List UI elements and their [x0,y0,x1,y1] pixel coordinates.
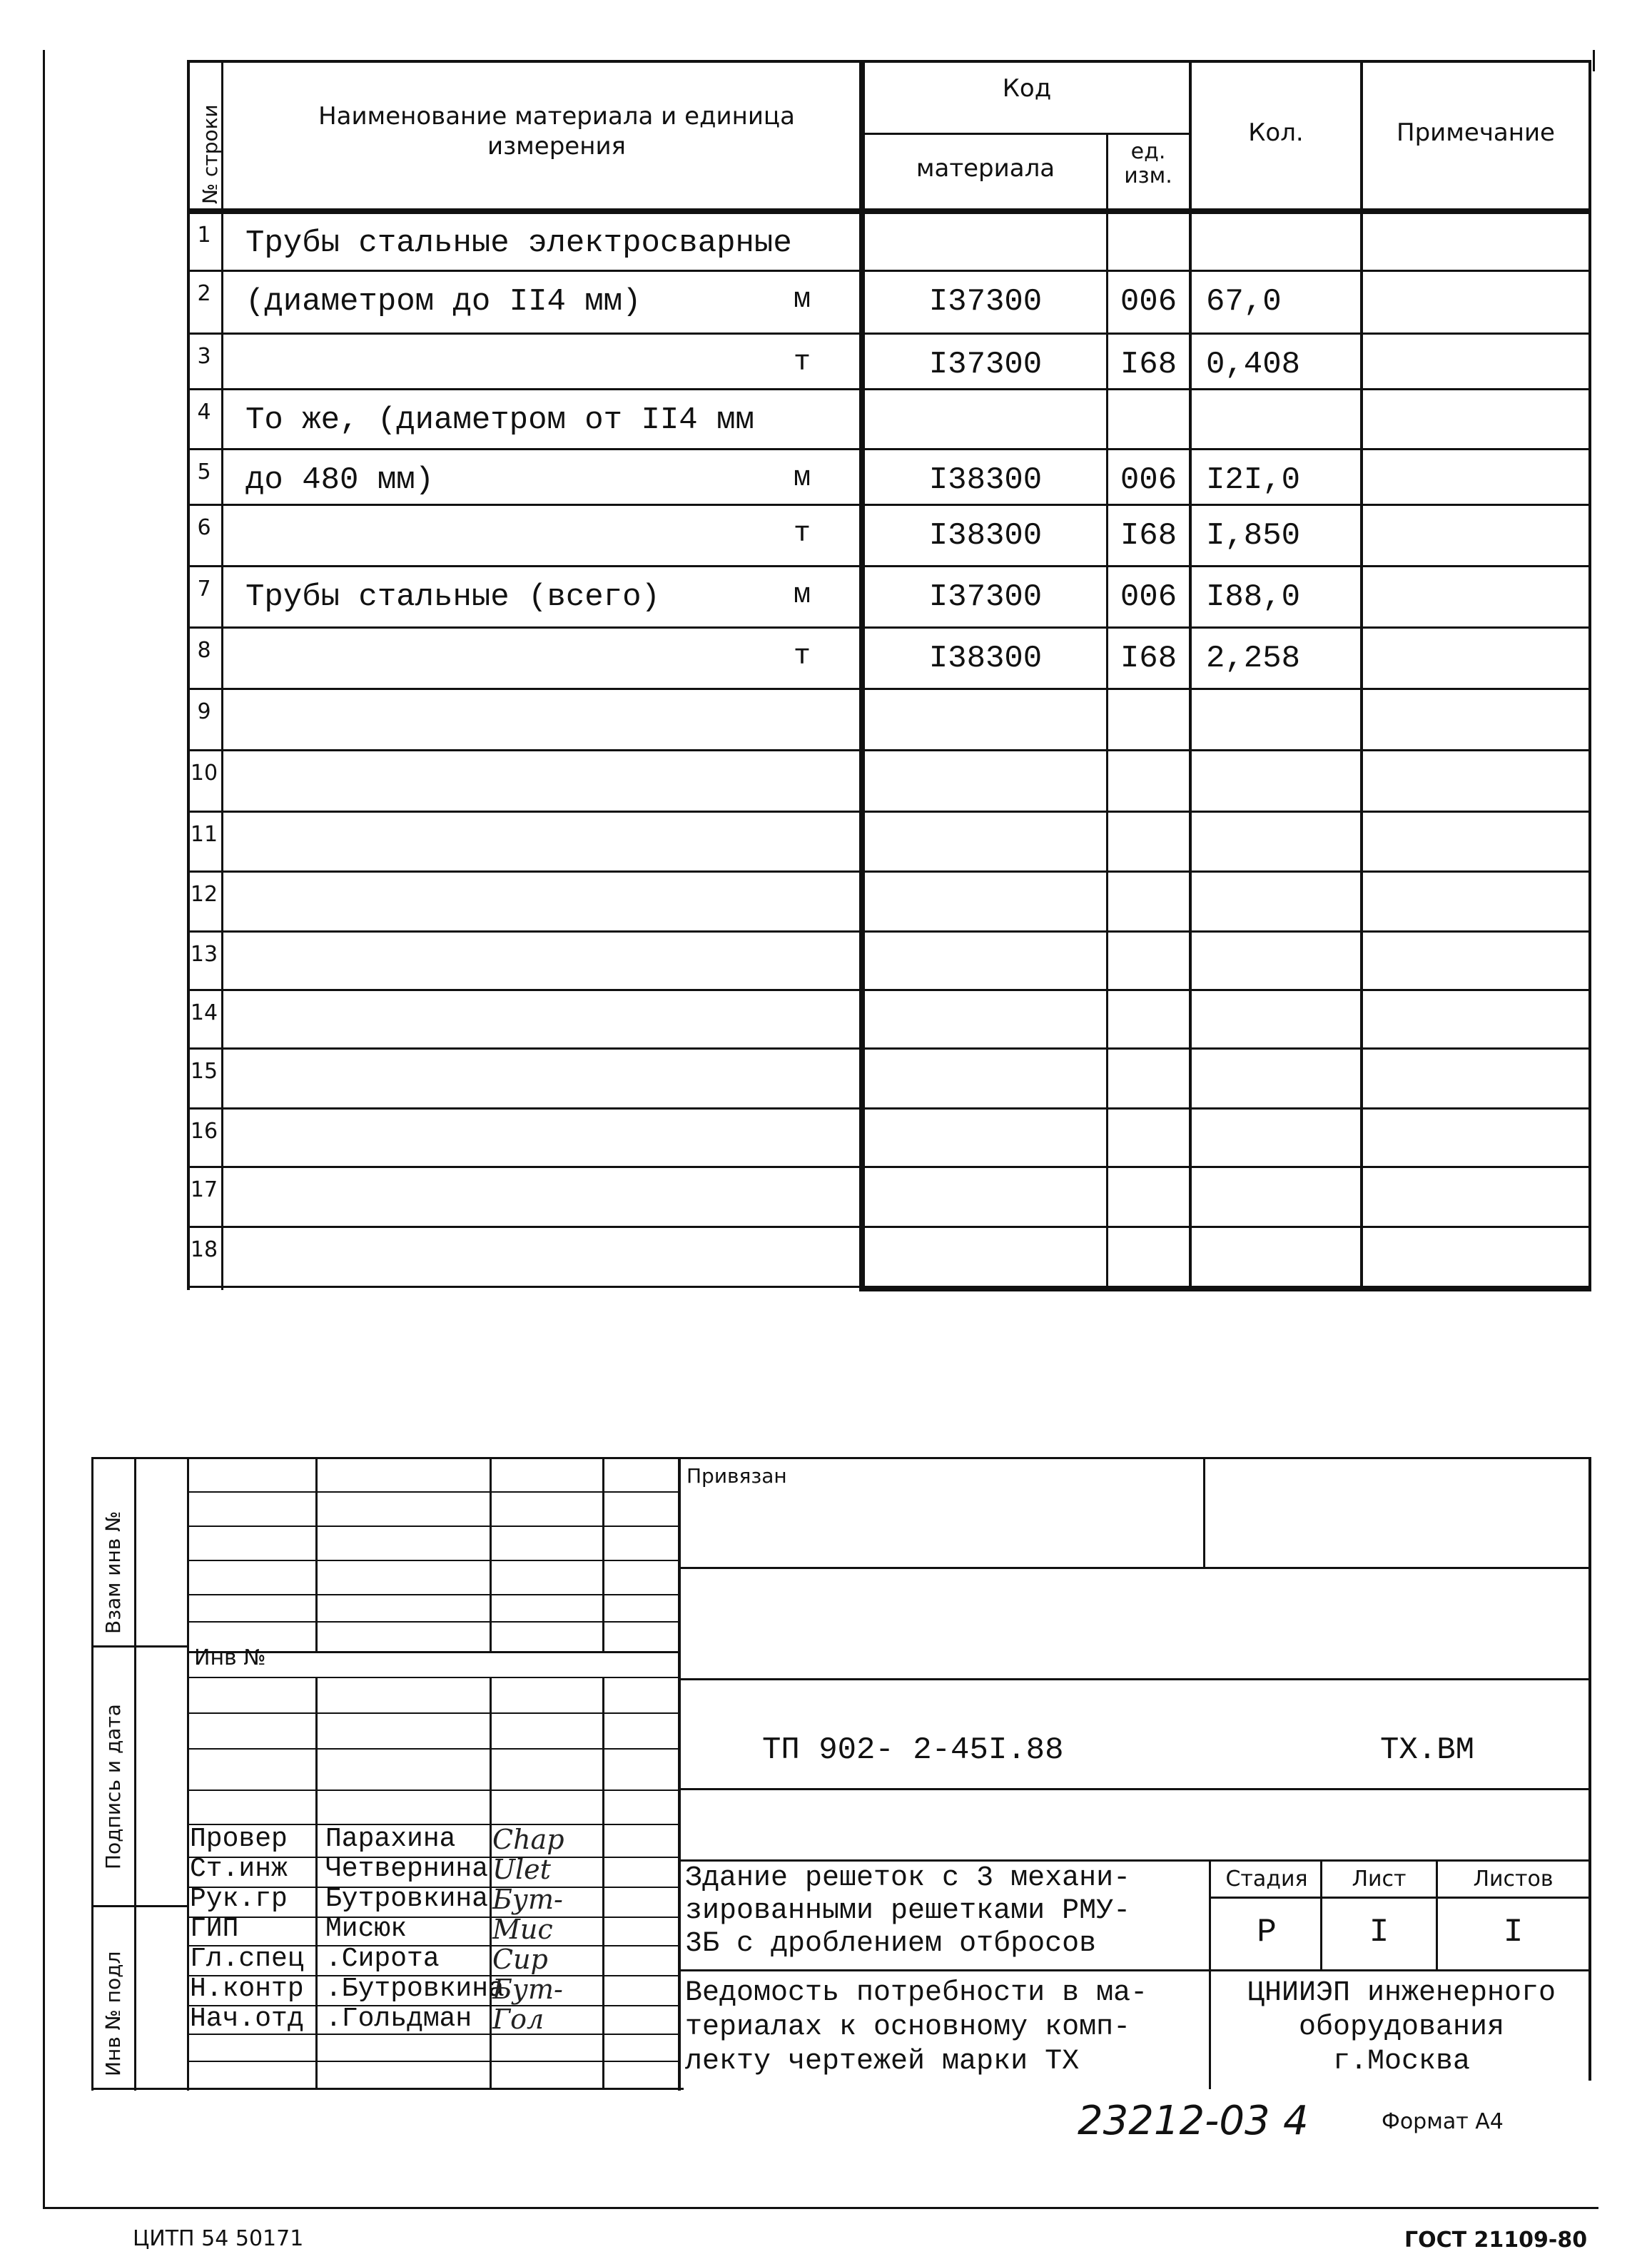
row-number: 16 [190,1119,218,1144]
stamp-grid-line [187,1621,679,1623]
sheets-value: I [1503,1914,1524,1951]
row-divider [187,1226,1591,1228]
sheet-value: I [1369,1914,1389,1951]
staff-role: Гл.спец [190,1944,304,1974]
row-divider [187,930,1591,933]
page-number: 4 [1283,2098,1309,2144]
grid-col-1b [315,1677,318,2089]
title-line-2: териалах к основному комп- [685,2011,1131,2044]
row-number: 2 [197,281,211,306]
unit-symbol: м [794,284,811,316]
building-line-1: Здание решеток с 3 механи- [685,1862,1131,1894]
row-divider [187,688,1591,690]
qty-column-divider [1189,60,1192,1290]
table-top-border [187,60,1591,63]
stage-value: Р [1257,1914,1277,1951]
side-div-2 [91,1905,188,1907]
unit-code: I68 [1120,347,1177,382]
side-vzam-label: Взам инв № [101,1511,125,1634]
quantity: I,850 [1206,518,1301,554]
staff-name: Четвернина [325,1854,489,1884]
side-inv-label: Инв № подл [101,1951,125,2076]
inv-no-label: Инв № [194,1645,266,1670]
material-code: I37300 [928,347,1043,382]
side-div-1 [91,1645,188,1648]
grid-col-1a [315,1457,318,1653]
staff-role: Рук.гр [190,1884,288,1914]
row-divider [187,332,1591,335]
row-number: 18 [190,1237,218,1262]
row-number: 1 [197,223,211,248]
stamp-grid-line [187,1917,679,1918]
stamp-side-left [91,1457,93,2091]
unit-symbol: м [794,579,811,611]
row-number: 11 [190,822,218,847]
unit-code: I68 [1120,641,1177,676]
header-note: Примечание [1397,118,1555,147]
side-podpis-label: Подпись и дата [101,1704,125,1869]
unit-code: 006 [1120,579,1177,615]
title-line-3: лекту чертежей марки ТХ [685,2046,1080,2078]
code-column-divider [859,60,865,1290]
header-material: материала [916,154,1055,183]
doc-mark: ТХ.ВМ [1380,1732,1475,1768]
row-divider [187,270,1591,272]
unit-symbol: т [794,347,811,379]
stamp-grid-line [187,1790,679,1791]
staff-signature: Chap [492,1824,564,1855]
row-divider [187,565,1591,567]
stamp-grid-line [187,1748,679,1750]
unit-symbol: т [794,641,811,673]
quantity: I88,0 [1206,579,1301,615]
stamp-grid-line [187,2061,679,2062]
row-number: 12 [190,882,218,907]
table-bottom-line [859,1286,1591,1291]
quantity: 0,408 [1206,347,1301,382]
org-line-3: г.Москва [1332,2046,1471,2078]
sheet-label: Лист [1352,1867,1407,1892]
header-bottom-line [187,208,1591,214]
row-divider [187,1107,1591,1110]
building-line-3: 3Б с дроблением отбросов [685,1928,1097,1960]
staff-name: .Сирота [325,1944,440,1974]
row-divider [187,1166,1591,1168]
unit-symbol: м [794,462,811,494]
row-divider [187,749,1591,751]
material-name: Трубы стальные (всего) [245,579,660,615]
format-label: Формат А4 [1382,2109,1504,2134]
row-number: 15 [190,1059,218,1084]
staff-role: Ст.инж [190,1854,288,1884]
staff-name: .Бутровкина [325,1974,505,2004]
stamp-bottom [91,2088,684,2090]
staff-signature: Гол [492,2004,544,2035]
stamp-grid-line [187,1560,679,1561]
row-number: 7 [197,577,211,601]
row-number: 4 [197,400,211,425]
unit-symbol: т [794,518,811,550]
row-number: 10 [190,761,218,786]
organization [1213,1976,1590,2079]
privyazan-bottom [678,1567,1591,1569]
staff-signature: Ulet [492,1854,551,1885]
org-line-1: ЦНИИЭП инженерного [1247,1977,1556,2009]
row-divider [187,870,1591,873]
document-title [685,1976,1147,2079]
staff-role: Провер [190,1824,288,1854]
quantity: 67,0 [1206,284,1282,320]
grid-col-4 [678,1457,681,2091]
quantity: I2I,0 [1206,462,1301,498]
staff-name: Парахина [325,1824,456,1854]
row-divider [187,504,1591,506]
material-code: I38300 [928,641,1043,676]
material-code: I37300 [928,284,1043,320]
row-number: 5 [197,460,211,484]
code-subheader-line [859,133,1192,135]
staff-signature: Бут- [492,1884,563,1915]
left-code: ЦИТП 54 50171 [133,2226,304,2251]
stage-divider-left [1209,1859,1211,2089]
row-number: 17 [190,1177,218,1202]
staff-role: Н.контр [190,1974,304,2004]
grid-col-0 [187,1457,189,2091]
header-code: Код [1002,74,1052,103]
staff-role: Нач.отд [190,2004,304,2034]
row-divider [187,448,1591,450]
title-mid-line [678,1969,1591,1971]
grid-col-2a [490,1457,492,1653]
stage-header-line [1209,1897,1591,1899]
stamp-grid-line [187,1526,679,1527]
quantity: 2,258 [1206,641,1301,676]
note-column-divider [1360,60,1363,1290]
grid-col-3b [602,1677,604,2089]
row-number: 8 [197,638,211,663]
gost-label: ГОСТ 21109-80 [1404,2228,1588,2253]
title-top-line [678,1859,1591,1862]
org-line-2: оборудования [1298,2011,1505,2044]
material-code: I37300 [928,579,1043,615]
staff-name: Мисюк [325,1914,407,1944]
staff-role: ГИП [190,1914,239,1944]
sheets-label: Листов [1473,1867,1554,1892]
material-name: Трубы стальные электросварные [245,225,792,261]
row-divider [187,388,1591,390]
stamp-grid-line [187,1712,679,1714]
sheet-bottom-border [43,2207,1598,2209]
row-number: 6 [197,515,211,540]
stamp-side-right [134,1457,136,2091]
row-divider [187,1286,859,1288]
row-number: 9 [197,699,211,724]
staff-signature: Мис [492,1914,553,1945]
sheet-number: 23212-03 [1078,2098,1270,2144]
staff-name: Бутровкина [325,1884,489,1914]
rownum-column-divider [221,60,223,1290]
row-divider [187,811,1591,813]
code-bottom-line [678,1788,1591,1790]
unit-code: 006 [1120,462,1177,498]
header-name: Наименование материала и единица измерения [318,102,795,161]
building-line-2: зированными решетками РМУ- [685,1895,1131,1927]
unit-code: 006 [1120,284,1177,320]
code-top-line [678,1678,1591,1680]
title-line-1: Ведомость потребности в ма- [685,1977,1148,2009]
grid-col-2b [490,1677,492,2089]
stage-label: Стадия [1225,1867,1308,1892]
row-divider [187,989,1591,991]
header-unit: ед. изм. [1124,139,1172,188]
header-row-no: № строки [198,104,222,204]
row-number: 13 [190,942,218,967]
material-name: до 480 мм) [245,462,435,498]
row-divider [187,626,1591,629]
stamp-grid-line [187,1491,679,1493]
privyazan-label: Привязан [686,1464,787,1488]
row-number: 3 [197,344,211,369]
unit-code: I68 [1120,518,1177,554]
doc-code: ТП 902- 2-45I.88 [762,1732,1064,1768]
grid-col-3a [602,1457,604,1653]
staff-name: .Гольдман [325,2004,472,2034]
row-divider [187,1047,1591,1050]
staff-signature: Бут- [492,1974,563,2005]
privyazan-divider [1203,1457,1205,1568]
building-title [685,1862,1130,1961]
stamp-grid-line [187,1677,679,1678]
material-code: I38300 [928,518,1043,554]
staff-signature: Сир [492,1944,548,1975]
material-name: (диаметром до II4 мм) [245,284,642,320]
sheet-corner-mark [1593,50,1595,71]
stamp-grid-line [187,1594,679,1595]
sheet-left-border [43,50,45,2208]
header-qty: Кол. [1248,118,1304,147]
row-number: 14 [190,1000,218,1025]
material-code: I38300 [928,462,1043,498]
material-name: То же, (диаметром от II4 мм [245,402,754,438]
table-right-border [1588,60,1591,1290]
